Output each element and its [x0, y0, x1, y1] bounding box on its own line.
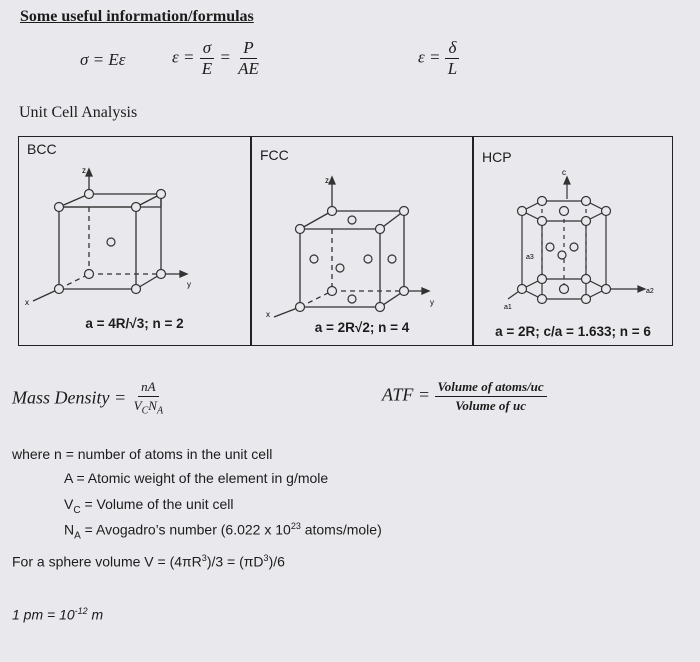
numerator: σ: [200, 38, 214, 59]
mass-density-label: Mass Density: [12, 387, 110, 408]
definition-na: [64, 521, 382, 541]
strain-formula: [172, 38, 262, 79]
vc: V: [64, 496, 74, 512]
na-desc: = Avogadro’s number (6.022 x 10: [80, 521, 291, 538]
vc-desc: = Volume of the unit cell: [80, 496, 234, 512]
bcc-panel: [18, 136, 251, 346]
atf-formula: [382, 378, 547, 415]
equals: =: [219, 47, 231, 67]
hcp-cell-diagram: [474, 159, 674, 319]
mass-density-formula: [12, 378, 166, 421]
na-exp: 23: [290, 521, 301, 531]
bcc-cell-diagram: [19, 159, 252, 309]
fraction-sigma-e: [199, 38, 215, 79]
sigma: σ: [80, 50, 89, 69]
atf-label: ATF: [382, 384, 414, 405]
numerator: P: [240, 38, 256, 59]
sphere-volume: [12, 553, 285, 570]
denominator: Volume of uc: [455, 398, 526, 413]
equals: =: [114, 387, 127, 408]
fcc-caption: a = 2R√2; n = 4: [314, 320, 410, 335]
pm-exp: -12: [74, 606, 88, 616]
vc: V: [133, 398, 142, 413]
x-axis-label: x: [25, 298, 29, 307]
na-sub: A: [74, 530, 81, 542]
unit-cell-heading: Unit Cell Analysis: [19, 104, 138, 121]
na: N: [64, 521, 75, 538]
equals: =: [92, 50, 105, 69]
definition-a: A = Atomic weight of the element in g/mole: [64, 470, 329, 486]
a3-axis-label: a3: [526, 254, 534, 261]
sphere-exp1: 3: [201, 553, 207, 563]
equals: =: [417, 384, 430, 405]
numerator: nA: [138, 378, 158, 397]
epsilon: ε: [172, 47, 179, 67]
hcp-label: HCP: [482, 149, 512, 165]
atf-fraction: [435, 378, 547, 415]
fraction-p-ae: [235, 38, 262, 79]
z-axis-label: z: [325, 176, 329, 185]
sphere-exp2: 3: [263, 553, 269, 563]
y-axis-label: y: [187, 280, 191, 289]
denominator: L: [447, 59, 458, 78]
c-axis-label: c: [562, 168, 566, 177]
equals: =: [182, 47, 195, 67]
pm-conversion: [12, 606, 103, 623]
epsilon: ε: [418, 47, 425, 67]
na-sub: A: [156, 405, 164, 417]
denominator: AE: [238, 59, 259, 78]
definition-n: where n = number of atoms in the unit cell: [12, 446, 273, 462]
fraction-delta-l: [445, 38, 460, 79]
hcp-panel: [473, 136, 673, 346]
y-axis-label: y: [430, 298, 434, 307]
e-epsilon: Eε: [108, 50, 126, 69]
mass-density-fraction: [131, 378, 166, 421]
hooke-law: [80, 50, 125, 70]
vc-sub: C: [141, 405, 149, 417]
pm-end: m: [87, 606, 104, 623]
fcc-label: FCC: [260, 147, 289, 163]
strain-delta-formula: [418, 38, 460, 79]
z-axis-label: z: [82, 166, 86, 175]
sphere-mid: )/3 = (πD: [206, 553, 264, 570]
sphere-end: )/6: [268, 553, 285, 570]
numerator: δ: [445, 38, 459, 59]
x-axis-label: x: [266, 310, 270, 319]
definition-vc: [64, 496, 234, 516]
denominator: E: [201, 59, 213, 78]
bcc-label: BCC: [27, 141, 57, 157]
page-title: Some useful information/formulas: [20, 8, 254, 25]
bcc-caption: a = 4R/√3; n = 2: [85, 316, 184, 331]
pm-pre: 1 pm = 10: [12, 606, 75, 623]
fcc-panel: [251, 136, 473, 346]
sphere-pre: For a sphere volume V = (4πR: [12, 553, 202, 570]
hcp-caption: a = 2R; c/a = 1.633; n = 6: [495, 324, 651, 339]
equals: =: [428, 47, 441, 67]
numerator: Volume of atoms/uc: [435, 378, 547, 397]
a1-axis-label: a1: [504, 304, 512, 311]
a2-axis-label: a2: [646, 288, 654, 295]
na-end: atoms/mole): [300, 521, 382, 538]
fcc-cell-diagram: [252, 159, 474, 319]
na: N: [148, 398, 157, 413]
vc-sub: C: [73, 504, 81, 516]
denominator: [131, 397, 166, 421]
